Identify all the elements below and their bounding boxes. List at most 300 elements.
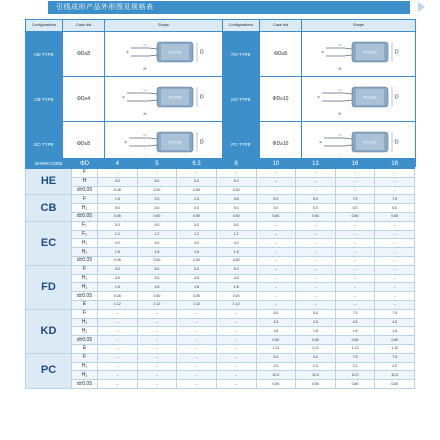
spec-header-size: 18 xyxy=(375,159,415,169)
spec-value-cell: – xyxy=(98,169,138,178)
spec-row xyxy=(26,186,415,195)
spec-row xyxy=(26,327,415,336)
case-dia-cell: ΦD≤8 xyxy=(260,32,302,77)
spec-value-cell: 0.50 xyxy=(216,186,256,195)
spec-value-cell: – xyxy=(335,256,375,265)
spec-value-cell: – xyxy=(216,344,256,353)
spec-value-cell: – xyxy=(177,169,217,178)
lead-wire-bottom xyxy=(131,55,157,56)
config-header-case-dia: Case dia xyxy=(63,20,105,32)
spec-header-phi-d: ΦD xyxy=(72,159,98,169)
spec-value-cell: – xyxy=(177,336,217,345)
spec-value-cell: – xyxy=(296,300,336,309)
spec-value-cell: – xyxy=(256,283,296,292)
dimension-d-label: D xyxy=(199,49,204,56)
spec-value-cell: 0.45 xyxy=(98,292,138,301)
spec-value-cell: 4.5 xyxy=(296,318,336,327)
spec-value-cell: – xyxy=(177,362,217,371)
dimension-d-label: D xyxy=(394,139,399,146)
spec-value-cell: – xyxy=(98,362,138,371)
spec-value-cell: – xyxy=(296,274,336,283)
spec-value-cell: 5.0 xyxy=(256,309,296,318)
spec-value-cell: 0.50 xyxy=(216,212,256,221)
spec-value-cell: – xyxy=(256,292,296,301)
spec-header-size: 4 xyxy=(98,159,138,169)
spec-value-cell: – xyxy=(335,221,375,230)
sleeve-label: PLUSE xyxy=(167,139,182,145)
spec-value-cell: 1.5 xyxy=(98,195,138,204)
spec-value-cell: – xyxy=(335,186,375,195)
spec-value-cell: 5.0 xyxy=(177,204,217,213)
parameter-label: d±0.05 xyxy=(72,256,98,265)
spec-row xyxy=(26,212,415,221)
spec-value-cell: – xyxy=(335,300,375,309)
dimension-f-label: F xyxy=(317,94,320,100)
spec-value-cell: – xyxy=(375,256,415,265)
spec-value-cell: – xyxy=(375,292,415,301)
spec-value-cell: – xyxy=(216,318,256,327)
spec-value-cell: – xyxy=(296,248,336,257)
shape-cell xyxy=(105,32,223,77)
spec-value-cell: 4.5 xyxy=(216,274,256,283)
lead-wire-top xyxy=(127,93,157,94)
spec-value-cell: 1.12 xyxy=(177,300,217,309)
spec-value-cell: 5.0 xyxy=(137,221,177,230)
spec-value-cell: 5.0 xyxy=(216,221,256,230)
shape-cell xyxy=(302,32,416,77)
spec-value-cell: 0.50 xyxy=(177,212,217,221)
spec-value-cell: 5.0 xyxy=(177,265,217,274)
spec-value-cell: 5.0 xyxy=(98,177,138,186)
spec-value-cell: – xyxy=(335,248,375,257)
parameter-label: d±0.05 xyxy=(72,292,98,301)
spec-row xyxy=(26,292,415,301)
spec-value-cell: 0.50 xyxy=(177,186,217,195)
parameter-label: H₂ xyxy=(72,283,98,292)
spec-value-cell: – xyxy=(375,177,415,186)
spec-row xyxy=(26,371,415,380)
spec-value-cell: 5.0 xyxy=(137,204,177,213)
spec-value-cell: – xyxy=(177,318,217,327)
spec-row xyxy=(26,195,415,204)
case-dia-cell: ΦD≤8 xyxy=(63,122,105,167)
spec-row xyxy=(26,353,415,362)
spec-value-cell: 4.0 xyxy=(177,239,217,248)
capacitor-shape-drawing xyxy=(109,34,219,74)
spec-value-cell: 0.80 xyxy=(335,212,375,221)
spec-value-cell: 0.60 xyxy=(296,212,336,221)
spec-value-cell: 0.60 xyxy=(296,380,336,389)
spec-value-cell: – xyxy=(137,318,177,327)
config-type-cell: FD-TYPE xyxy=(223,32,260,77)
spec-row xyxy=(26,336,415,345)
spec-value-cell: 4.5 xyxy=(98,274,138,283)
spec-value-cell: 4.5 xyxy=(256,318,296,327)
spec-value-cell: 2.0 xyxy=(137,195,177,204)
lead-wire-top xyxy=(129,138,157,139)
spec-value-cell: – xyxy=(98,380,138,389)
spec-value-cell: 7.5 xyxy=(375,195,415,204)
spec-value-cell: 7.5 xyxy=(375,353,415,362)
spec-value-cell: 2.0 xyxy=(335,362,375,371)
lead-wire-top xyxy=(326,48,352,49)
spec-value-cell: 0.60 xyxy=(256,336,296,345)
spec-value-cell: 5.0 xyxy=(256,204,296,213)
spec-value-cell: 5.0 xyxy=(98,221,138,230)
parameter-label: H₂ xyxy=(72,248,98,257)
spec-value-cell: – xyxy=(375,186,415,195)
spec-value-cell: – xyxy=(256,248,296,257)
spec-value-cell: 4.5 xyxy=(375,318,415,327)
dimension-h-label: H xyxy=(143,66,146,71)
case-dia-cell: ΦD≥10 xyxy=(260,77,302,122)
spec-value-cell: 1.8 xyxy=(216,283,256,292)
parameter-label: d±0.05 xyxy=(72,186,98,195)
spec-value-cell: 1.12 xyxy=(296,344,336,353)
shape-code-cell: EC xyxy=(26,221,72,265)
spec-value-cell: 12.0 xyxy=(375,371,415,380)
spec-value-cell: 5.0 xyxy=(256,195,296,204)
config-header-configurations: Configurations xyxy=(26,20,63,32)
spec-value-cell: 1.12 xyxy=(137,300,177,309)
spec-value-cell: – xyxy=(177,327,217,336)
spec-value-cell: 0.60 xyxy=(296,336,336,345)
spec-value-cell: 1.12 xyxy=(375,344,415,353)
spec-value-cell: – xyxy=(375,221,415,230)
spec-value-cell: – xyxy=(216,336,256,345)
spec-row xyxy=(26,169,415,178)
spec-value-cell: 0.45 xyxy=(98,186,138,195)
spec-row xyxy=(26,300,415,309)
spec-value-cell: – xyxy=(137,336,177,345)
spec-value-cell: 2.0 xyxy=(256,362,296,371)
shape-cell xyxy=(302,77,416,122)
spec-value-cell: – xyxy=(216,309,256,318)
spec-value-cell: 0.50 xyxy=(216,256,256,265)
spec-value-cell: – xyxy=(296,169,336,178)
lead-wire-top xyxy=(131,48,157,49)
spec-value-cell: 5.0 xyxy=(98,265,138,274)
configuration-table xyxy=(25,19,416,167)
spec-value-cell: 0.60 xyxy=(256,380,296,389)
spec-value-cell: – xyxy=(375,265,415,274)
spec-value-cell: 5.0 xyxy=(296,195,336,204)
dimension-d-label: D xyxy=(199,139,204,146)
config-header-configurations-2: Configurations xyxy=(223,20,260,32)
spec-value-cell: – xyxy=(335,292,375,301)
lead-wire-bottom xyxy=(324,145,352,146)
parameter-label: d±0.05 xyxy=(72,380,98,389)
spec-value-cell: – xyxy=(375,239,415,248)
config-type-cell: CB-TYPE xyxy=(26,77,63,122)
spec-value-cell: 1.8 xyxy=(98,248,138,257)
spec-value-cell: – xyxy=(256,186,296,195)
spec-value-cell: – xyxy=(375,169,415,178)
spec-value-cell: – xyxy=(137,344,177,353)
spec-header-size: 13 xyxy=(296,159,336,169)
spec-row xyxy=(26,309,415,318)
spec-value-cell: 5.0 xyxy=(296,204,336,213)
sleeve-label: PLUSE xyxy=(362,94,377,100)
spec-row xyxy=(26,362,415,371)
spec-value-cell: – xyxy=(335,239,375,248)
spec-row xyxy=(26,221,415,230)
spec-value-cell: 3.5 xyxy=(216,195,256,204)
config-type-cell: PC-TYPE xyxy=(223,122,260,167)
spec-value-cell: – xyxy=(216,362,256,371)
spec-value-cell: 2.5 xyxy=(177,195,217,204)
spec-value-cell: 1.8 xyxy=(256,327,296,336)
config-header-case-dia-2: Case dia xyxy=(260,20,302,32)
spec-value-cell: 1.8 xyxy=(216,248,256,257)
dimension-f-label: F xyxy=(319,139,322,145)
spec-value-cell: 5.0 xyxy=(296,309,336,318)
lead-wire-top xyxy=(324,138,352,139)
spec-value-cell: – xyxy=(296,177,336,186)
parameter-label: F₁ xyxy=(72,221,98,230)
spec-value-cell: 0.50 xyxy=(137,292,177,301)
spec-value-cell: – xyxy=(296,256,336,265)
parameter-label: H₁ xyxy=(72,204,98,213)
shape-code-cell: FD xyxy=(26,265,72,309)
spec-value-cell: 5.0 xyxy=(296,353,336,362)
spec-row xyxy=(26,204,415,213)
dimension-f-label: F xyxy=(321,49,324,55)
spec-value-cell: – xyxy=(296,292,336,301)
spec-row xyxy=(26,283,415,292)
spec-value-cell: – xyxy=(375,274,415,283)
spec-value-cell: – xyxy=(98,327,138,336)
spec-value-cell: – xyxy=(335,230,375,239)
spec-value-cell: 2.0 xyxy=(375,362,415,371)
lead-wire-bottom xyxy=(322,100,352,101)
configuration-header-row xyxy=(26,20,416,32)
spec-value-cell: – xyxy=(375,230,415,239)
spec-value-cell: 2.0 xyxy=(296,362,336,371)
spec-value-cell: – xyxy=(98,353,138,362)
shape-code-cell: PC xyxy=(26,353,72,388)
spec-value-cell: 0.80 xyxy=(335,380,375,389)
spec-value-cell: 5.0 xyxy=(177,221,217,230)
spec-value-cell: 7.5 xyxy=(335,195,375,204)
spec-value-cell: 0.80 xyxy=(335,336,375,345)
case-dia-cell: ΦD≥4 xyxy=(63,77,105,122)
spec-value-cell: – xyxy=(137,362,177,371)
spec-value-cell: 1.12 xyxy=(216,300,256,309)
spec-value-cell: 1.2 xyxy=(137,230,177,239)
case-dia-cell: ΦD≤8 xyxy=(63,32,105,77)
spec-value-cell: 0.50 xyxy=(177,292,217,301)
spec-value-cell: – xyxy=(296,265,336,274)
config-header-shape: Shape xyxy=(105,20,223,32)
spec-value-cell: – xyxy=(296,186,336,195)
dimension-d-label: D xyxy=(394,49,399,56)
shape-code-cell: KD xyxy=(26,309,72,353)
spec-value-cell: – xyxy=(335,283,375,292)
spec-value-cell: 5.0 xyxy=(256,353,296,362)
lead-wire-bottom xyxy=(127,100,157,101)
spec-value-cell: 0.50 xyxy=(177,256,217,265)
spec-header-size: 6.3 xyxy=(177,159,217,169)
parameter-label: F xyxy=(72,265,98,274)
config-type-cell: KD-TYPE xyxy=(223,77,260,122)
dimension-h-label: H xyxy=(338,111,341,116)
sleeve-label: PLUSE xyxy=(362,49,377,55)
dimension-h-label: H xyxy=(338,66,341,71)
spec-value-cell: – xyxy=(98,309,138,318)
case-dia-cell: ΦD≥10 xyxy=(260,122,302,167)
spec-value-cell: – xyxy=(177,344,217,353)
spec-value-cell: 1.8 xyxy=(98,283,138,292)
spec-value-cell: – xyxy=(256,239,296,248)
capacitor-shape-drawing xyxy=(304,34,414,74)
spec-value-cell: 7.5 xyxy=(335,353,375,362)
spec-value-cell: 0.45 xyxy=(98,212,138,221)
spec-value-cell: – xyxy=(256,256,296,265)
spec-value-cell: 1.8 xyxy=(177,283,217,292)
spec-value-cell: – xyxy=(98,336,138,345)
spec-row xyxy=(26,344,415,353)
title-arrow-icon xyxy=(418,2,425,12)
spec-row xyxy=(26,230,415,239)
spec-value-cell: – xyxy=(375,248,415,257)
spec-value-cell: – xyxy=(375,283,415,292)
spec-value-cell: 1.12 xyxy=(335,344,375,353)
spec-header-size: 16 xyxy=(335,159,375,169)
spec-value-cell: – xyxy=(335,169,375,178)
spec-value-cell: – xyxy=(137,169,177,178)
spec-row xyxy=(26,265,415,274)
spec-value-cell: 1.8 xyxy=(375,327,415,336)
parameter-label: H₁ xyxy=(72,362,98,371)
spec-value-cell: 12.0 xyxy=(296,371,336,380)
spec-value-cell: 0.50 xyxy=(137,256,177,265)
shape-cell xyxy=(105,77,223,122)
spec-value-cell: 5.0 xyxy=(375,204,415,213)
spec-value-cell: – xyxy=(216,169,256,178)
spec-row xyxy=(26,318,415,327)
spec-value-cell: 5.0 xyxy=(216,177,256,186)
spec-value-cell: 1.8 xyxy=(177,248,217,257)
spec-value-cell: – xyxy=(177,371,217,380)
capacitor-shape-drawing xyxy=(304,79,414,119)
parameter-label: H₁ xyxy=(72,318,98,327)
spec-value-cell: – xyxy=(335,265,375,274)
spec-header-size: 5 xyxy=(137,159,177,169)
spec-value-cell: 4.5 xyxy=(137,274,177,283)
spec-value-cell: 5.0 xyxy=(177,177,217,186)
spec-value-cell: – xyxy=(256,169,296,178)
parameter-label: H₁ xyxy=(72,274,98,283)
spec-value-cell: – xyxy=(296,283,336,292)
spec-row xyxy=(26,380,415,389)
spec-value-cell: 0.45 xyxy=(98,256,138,265)
spec-value-cell: 1.2 xyxy=(177,230,217,239)
spec-value-cell: 4.0 xyxy=(137,239,177,248)
spec-value-cell: 5.0 xyxy=(137,265,177,274)
spec-value-cell: – xyxy=(335,274,375,283)
spec-value-cell: – xyxy=(177,380,217,389)
parameter-label: F xyxy=(72,353,98,362)
config-type-cell: EC-TYPE xyxy=(26,122,63,167)
spec-value-cell: – xyxy=(216,353,256,362)
configuration-row xyxy=(26,32,416,77)
spec-value-cell: – xyxy=(256,274,296,283)
lead-wire-top xyxy=(322,93,352,94)
spec-value-cell: – xyxy=(98,318,138,327)
spec-value-cell: 0.80 xyxy=(375,212,415,221)
spec-value-cell: – xyxy=(137,371,177,380)
spec-value-cell: 7.5 xyxy=(375,309,415,318)
spec-row xyxy=(26,248,415,257)
parameter-label: F xyxy=(72,309,98,318)
spec-value-cell: – xyxy=(296,239,336,248)
spec-value-cell: – xyxy=(216,327,256,336)
spec-value-cell: – xyxy=(256,300,296,309)
parameter-label: d±0.05 xyxy=(72,336,98,345)
spec-value-cell: 1.8 xyxy=(137,283,177,292)
spec-value-cell: 1.2 xyxy=(216,230,256,239)
spec-value-cell: – xyxy=(98,344,138,353)
specification-table xyxy=(25,158,415,389)
parameter-label: d±0.05 xyxy=(72,212,98,221)
dimension-f-label: F xyxy=(122,94,125,100)
spec-value-cell: 0.50 xyxy=(216,292,256,301)
spec-value-cell: 0.50 xyxy=(137,212,177,221)
sleeve-label: PLUSE xyxy=(167,49,182,55)
parameter-label: F xyxy=(72,195,98,204)
sleeve-label: PLUSE xyxy=(362,139,377,145)
spec-value-cell: – xyxy=(177,353,217,362)
spec-value-cell: – xyxy=(335,177,375,186)
spec-row xyxy=(26,256,415,265)
spec-value-cell: – xyxy=(256,177,296,186)
spec-value-cell: 4.0 xyxy=(216,239,256,248)
shape-code-cell: HE xyxy=(26,169,72,195)
spec-row xyxy=(26,177,415,186)
spec-value-cell: 5.0 xyxy=(216,265,256,274)
spec-row xyxy=(26,239,415,248)
spec-value-cell: – xyxy=(256,221,296,230)
parameter-label: F xyxy=(72,169,98,178)
spec-value-cell: 1.2 xyxy=(98,230,138,239)
spec-value-cell: – xyxy=(256,230,296,239)
config-header-shape-2: Shape xyxy=(302,20,416,32)
dimension-d-label: D xyxy=(394,94,399,101)
spec-header-row xyxy=(26,159,415,169)
spec-value-cell: 12.0 xyxy=(256,371,296,380)
parameter-label: E xyxy=(72,300,98,309)
spec-value-cell: – xyxy=(256,265,296,274)
configuration-row xyxy=(26,77,416,122)
spec-value-cell: 0.60 xyxy=(256,212,296,221)
spec-value-cell: – xyxy=(137,327,177,336)
spec-value-cell: – xyxy=(216,371,256,380)
spec-value-cell: 1.8 xyxy=(296,327,336,336)
parameter-label: F₂ xyxy=(72,230,98,239)
spec-header-shape-code: SHAPE CODE xyxy=(26,159,72,169)
spec-value-cell: – xyxy=(177,309,217,318)
parameter-label: H₂ xyxy=(72,371,98,380)
spec-value-cell: – xyxy=(137,353,177,362)
lead-wire-bottom xyxy=(326,55,352,56)
parameter-label: H xyxy=(72,177,98,186)
dimension-d-label: D xyxy=(199,94,204,101)
sleeve-label: PLUSE xyxy=(167,94,182,100)
spec-value-cell: 7.5 xyxy=(335,309,375,318)
config-type-cell: HE-TYPE xyxy=(26,32,63,77)
spec-value-cell: – xyxy=(296,221,336,230)
